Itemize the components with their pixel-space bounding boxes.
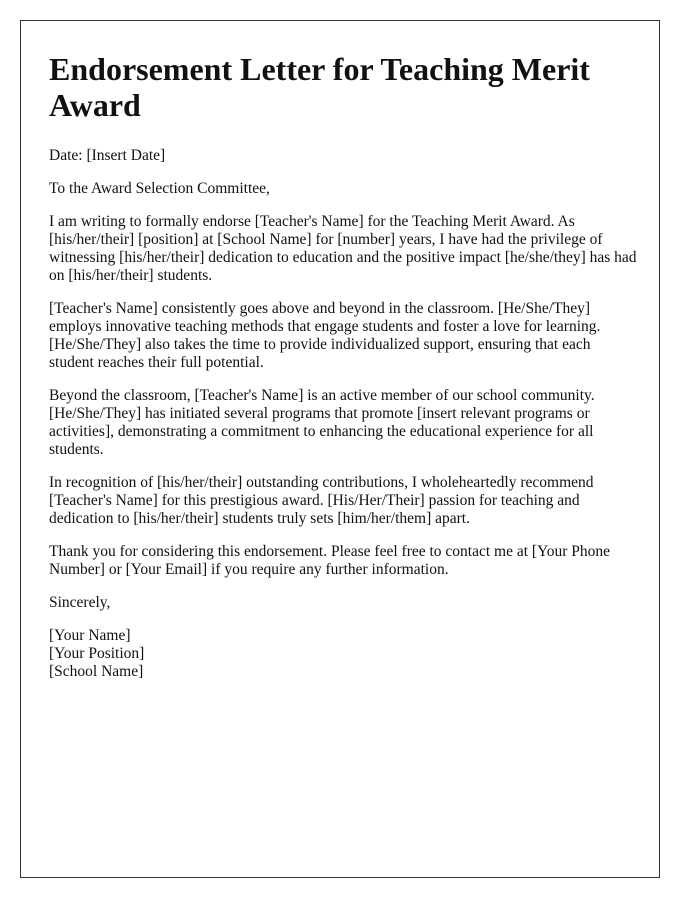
- letter-page: [20, 20, 660, 878]
- letter-title: Endorsement Letter for Teaching Merit Award: [49, 51, 590, 123]
- letter-salutation: To the Award Selection Committee,: [49, 180, 270, 197]
- signature-school: [School Name]: [49, 663, 144, 680]
- body-paragraph-2: [Teacher's Name] consistently goes above and beyond in the classroom. [He/She/They] employs innovative teaching methods that engage students and foster a love for learning. [He/She/They] also takes the time to provide individualized support, ensuring that each student reaches their full potential.: [49, 300, 601, 371]
- body-paragraph-1: I am writing to formally endorse [Teacher's Name] for the Teaching Merit Award. As [his/her/their] [position] at [School Name] for [number] years, I have had the privilege of witnessing [his/her/their] dedication to education and the positive impact [he/she/they] has had on [his/her/their] students.: [49, 213, 637, 284]
- body-paragraph-4: In recognition of [his/her/their] outstanding contributions, I wholeheartedly recommend [Teacher's Name] for this prestigious award. [His/Her/Their] passion for teaching and dedication to [his/her/their] students truly sets [him/her/them] apart.: [49, 474, 594, 527]
- letter-content: [49, 51, 639, 681]
- body-paragraph-3: Beyond the classroom, [Teacher's Name] is an active member of our school community. [He/She/They] has initiated several programs that promote [insert relevant programs or activities], demonstrating a commitment to enhancing the educational experience for all students.: [49, 387, 595, 458]
- signature-position: [Your Position]: [49, 645, 145, 662]
- signature-name: [Your Name]: [49, 627, 131, 644]
- body-paragraph-5: Thank you for considering this endorsement. Please feel free to contact me at [Your Phone Number] or [Your Email] if you require any further information.: [49, 543, 611, 578]
- signature-block: [49, 627, 639, 681]
- letter-closing: Sincerely,: [49, 594, 111, 611]
- letter-date: Date: [Insert Date]: [49, 147, 166, 164]
